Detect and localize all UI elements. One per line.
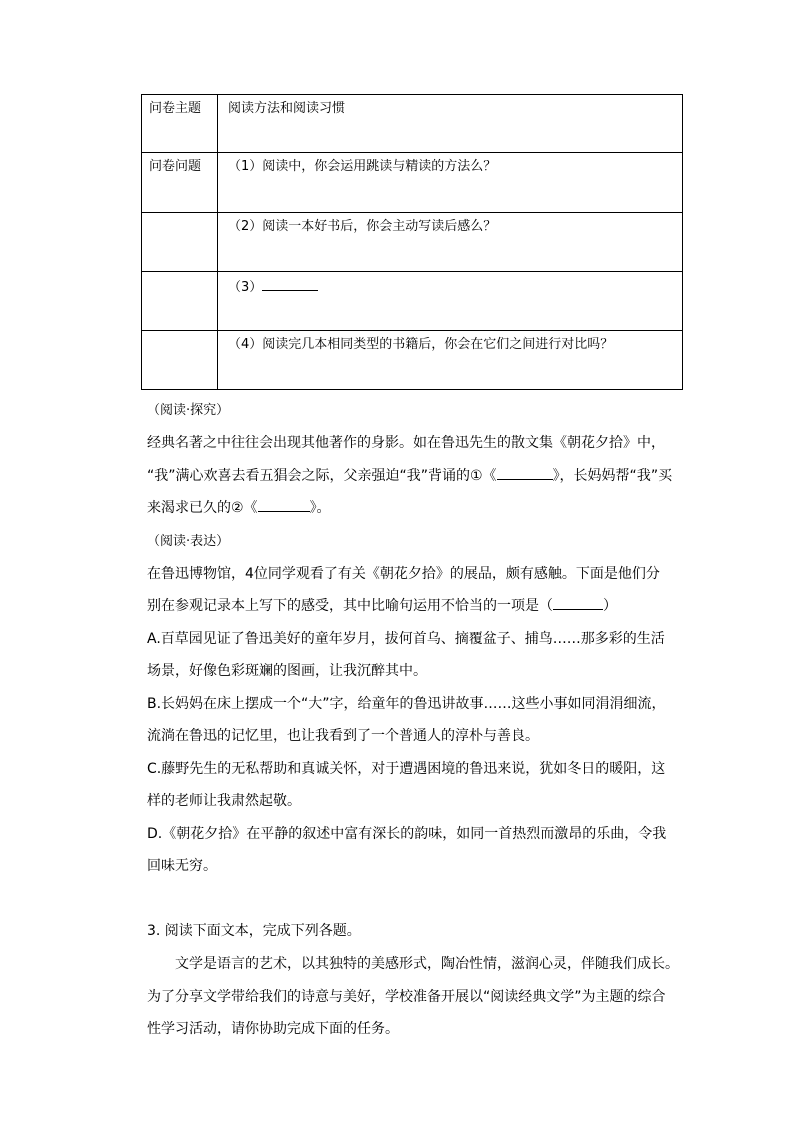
- table-row: [142, 95, 683, 153]
- answer-blank: [262, 276, 318, 291]
- question-3-number: （3）: [228, 280, 263, 295]
- express-line-2-b: ）: [603, 598, 617, 614]
- q3-paragraph-line-1: 文学是语言的艺术，以其独特的美感形式，陶冶性情，滋润心灵，伴随我们成长。: [147, 956, 679, 972]
- question-1: （1）阅读中，你会运用跳读与精读的方法么？: [218, 153, 683, 213]
- row-label-empty: [142, 331, 218, 390]
- table-row: [142, 213, 683, 272]
- q3-paragraph-line-2: 为了分享文学带给我们的诗意与美好，学校准备开展以“阅读经典文学”为主题的综合: [147, 989, 666, 1005]
- table-row: [142, 272, 683, 331]
- row-label-questions: 问卷问题: [142, 153, 218, 213]
- option-c-line-1: C.藤野先生的无私帮助和真诚关怀，对于遭遇困境的鲁迅来说，犹如冬日的暖阳，这: [147, 761, 666, 777]
- explore-line-2-a: “我”满心欢喜去看五猖会之际，父亲强迫“我”背诵的①《: [147, 468, 497, 484]
- row-label-empty: [142, 272, 218, 331]
- express-line-2: [147, 595, 677, 615]
- row-content-theme: 阅读方法和阅读习惯: [218, 95, 683, 153]
- question-3-title: 3. 阅读下面文本，完成下列各题。: [147, 923, 361, 939]
- explore-line-3: [147, 497, 677, 517]
- answer-blank-2: [258, 497, 310, 512]
- express-heading: （阅读·表达）: [147, 534, 230, 549]
- question-4: （4）阅读完几本相同类型的书籍后，你会在它们之间进行对比吗？: [218, 331, 683, 390]
- question-2: （2）阅读一本好书后，你会主动写读后感么？: [218, 213, 683, 272]
- option-c-line-2: 样的老师让我肃然起敬。: [147, 793, 301, 809]
- express-line-2-a: 别在参观记录本上写下的感受，其中比喻句运用不恰当的一项是（: [147, 598, 553, 614]
- question-3: [218, 272, 683, 331]
- option-a-line-2: 场景，好像色彩斑斓的图画，让我沉醉其中。: [147, 663, 427, 679]
- option-b-line-2: 流淌在鲁迅的记忆里，也让我看到了一个普通人的淳朴与善良。: [147, 728, 539, 744]
- explore-line-3-a: 来渴求已久的②《: [147, 500, 258, 516]
- table-row: [142, 331, 683, 390]
- express-line-1: 在鲁迅博物馆，4位同学观看了有关《朝花夕拾》的展品，颇有感触。下面是他们分: [147, 566, 660, 582]
- option-d-line-2: 回味无穷。: [147, 858, 217, 874]
- option-a-line-1: A.百草园见证了鲁迅美好的童年岁月，拔何首乌、摘覆盆子、捕鸟……那多彩的生活: [147, 631, 665, 647]
- explore-heading: （阅读·探究）: [147, 403, 230, 418]
- row-label-empty: [142, 213, 218, 272]
- row-label-theme: 问卷主题: [142, 95, 218, 153]
- survey-table: [141, 94, 683, 390]
- table-row: [142, 153, 683, 213]
- answer-blank-1: [497, 465, 553, 480]
- explore-line-3-b: 》。: [309, 500, 331, 516]
- q3-paragraph-line-3: 性学习活动，请你协助完成下面的任务。: [147, 1021, 399, 1037]
- explore-line-1: 经典名著之中往往会出现其他著作的身影。如在鲁迅先生的散文集《朝花夕拾》中，: [147, 435, 665, 451]
- answer-blank-choice: [553, 595, 603, 610]
- option-d-line-1: D.《朝花夕拾》在平静的叙述中富有深长的韵味，如同一首热烈而激昂的乐曲，令我: [147, 826, 667, 842]
- explore-line-2: [147, 465, 677, 485]
- explore-line-2-b: 》，长妈妈帮“我”买: [552, 468, 673, 484]
- option-b-line-1: B.长妈妈在床上摆成一个“大”字，给童年的鲁迅讲故事……这些小事如同涓涓细流，: [147, 696, 666, 712]
